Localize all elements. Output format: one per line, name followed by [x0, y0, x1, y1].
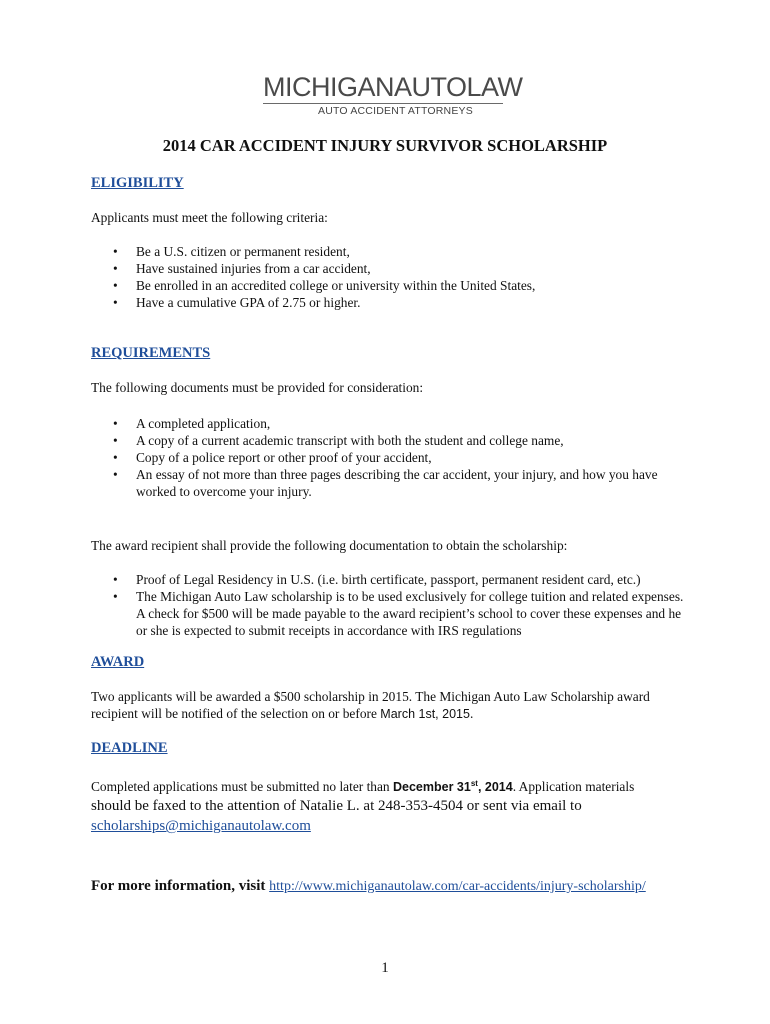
document-title: 2014 CAR ACCIDENT INJURY SURVIVOR SCHOLARSHIP: [162, 136, 608, 155]
logo: [263, 72, 523, 117]
list-item: • Have sustained injuries from a car accident,: [91, 260, 691, 277]
award-text: [91, 688, 691, 723]
award-text-main: Two applicants will be awarded a $500 scholarship in 2015. The Michigan Auto Law Scholarship award recipient will be notified of the selection on or before: [91, 689, 650, 721]
deadline-text-start: Completed applications must be submitted no later than: [91, 779, 393, 795]
deadline-date-sup: st: [470, 779, 478, 788]
award-text-end: .: [469, 706, 474, 721]
logo-tagline: AUTO ACCIDENT ATTORNEYS: [318, 105, 473, 117]
deadline-date: [393, 780, 513, 794]
list-item: • An essay of not more than three pages describing the car accident, your injury, and how you have worked to overcome your injury.: [91, 466, 691, 500]
list-item: • The Michigan Auto Law scholarship is to be used exclusively for college tuition and related expenses. A check for $500 will be made payable to the award recipient’s school to cover these expenses and he or she is expected to submit receipts in accordance with IRS regulations: [91, 588, 691, 639]
deadline-date-year: , 2014: [477, 780, 513, 795]
requirements-list: [91, 415, 691, 500]
more-info-label: For more information, visit: [91, 878, 270, 894]
list-item: • A copy of a current academic transcript with both the student and college name,: [91, 432, 691, 449]
deadline-text-mid: . Application materials: [512, 779, 635, 795]
deadline-line-2: should be faxed to the attention of Natalie L. at 248-353-4504 or sent via email to: [91, 798, 582, 815]
deadline-line-1: [91, 775, 701, 796]
award-heading: AWARD: [91, 654, 145, 670]
deadline-text: [91, 775, 701, 836]
logo-divider: [263, 103, 503, 104]
eligibility-intro: Applicants must meet the following criteria:: [91, 210, 328, 225]
list-item: • Be enrolled in an accredited college or university within the United States,: [91, 277, 691, 294]
page-number: 1: [381, 960, 389, 976]
email-link[interactable]: scholarships@michiganautolaw.com: [91, 818, 311, 835]
list-item: • A completed application,: [91, 415, 691, 432]
more-info: [91, 878, 646, 895]
requirements-intro: The following documents must be provided for consideration:: [91, 380, 424, 395]
requirements-heading: REQUIREMENTS: [91, 345, 211, 361]
award-date: March 1st, 2015: [380, 707, 470, 721]
deadline-heading: DEADLINE: [91, 740, 168, 756]
list-item: • Copy of a police report or other proof of your accident,: [91, 449, 691, 466]
scholarship-url-link[interactable]: http://www.michiganautolaw.com/car-accidents/injury-scholarship/: [269, 879, 646, 894]
logo-wordmark: MICHIGANAUTOLAW: [263, 72, 523, 102]
list-item: • Be a U.S. citizen or permanent resident,: [91, 243, 691, 260]
recipient-intro: The award recipient shall provide the following documentation to obtain the scholarship:: [91, 538, 568, 553]
eligibility-list: [91, 243, 691, 311]
list-item: • Proof of Legal Residency in U.S. (i.e. birth certificate, passport, permanent resident card, etc.): [91, 571, 691, 588]
recipient-list: [91, 571, 691, 639]
deadline-date-main: December 31: [392, 780, 471, 795]
eligibility-heading: ELIGIBILITY: [91, 175, 184, 191]
list-item: • Have a cumulative GPA of 2.75 or higher.: [91, 294, 691, 311]
